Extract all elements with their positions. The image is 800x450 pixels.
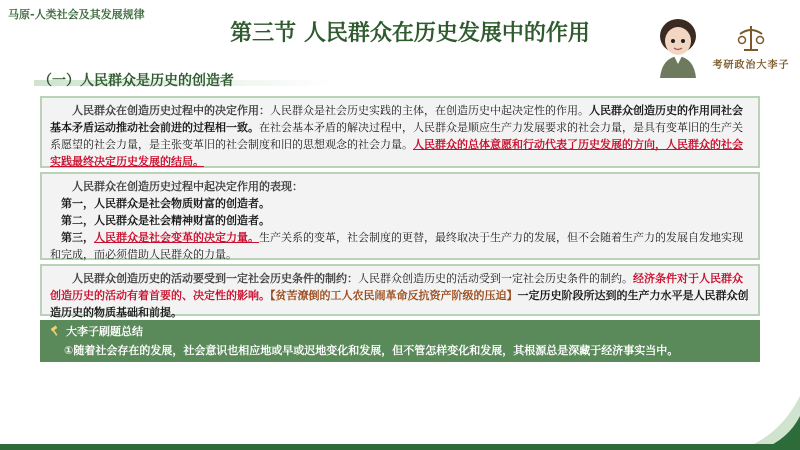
- list-item: 第二，人民群众是社会精神财富的创造者。: [61, 214, 270, 227]
- decisive-role-box: [40, 96, 760, 168]
- constraint-paragraph: [50, 270, 750, 321]
- text: 人民群众是社会历史实践的主体，在创造历史中起决定性的作用。: [270, 104, 589, 117]
- summary-header: [50, 323, 750, 339]
- manifestation-heading: [50, 178, 750, 195]
- highlight-text: 经济条件对于人民群众创造历史的活动有着首要的、决定性的影响。: [50, 272, 743, 302]
- highlight-text: 人民群众的总体意愿和行动代表了历史发展的方向，人民群众的社会实践最终决定历史发展的结局。: [50, 138, 743, 168]
- summary-text: ①随着社会存在的发展，社会意识也相应地或早或迟地变化和发展，但不管怎样变化和发展，其根源总是深藏于经济事实当中。: [64, 344, 679, 357]
- box-heading: 人民群众在创造历史过程中的决定作用：: [72, 104, 270, 117]
- manifestation-box: [40, 172, 760, 260]
- hammer-icon: [50, 325, 62, 337]
- avatar: [648, 14, 708, 78]
- highlight-text: 人民群众是社会变革的决定力量。: [94, 231, 259, 244]
- list-item: [50, 229, 750, 263]
- bold-text: 一定历史阶段所达到的生产力水平是人民群众创造历史的物质基础和前提。: [50, 289, 749, 319]
- breadcrumb: 马原-人类社会及其发展规律: [8, 8, 145, 21]
- logo-text: 考研政治大李子: [712, 60, 790, 71]
- text: 生产关系的变革，社会制度的更替，最终取决于生产力的发展，但不会随着生产力的发展自发地实现和完成，而必须借助人民群众的力量。: [50, 231, 743, 261]
- summary-box: [40, 320, 760, 362]
- bold-text: 人民群众创造历史的作用同社会基本矛盾运动推动社会前进的过程相一致。: [50, 104, 743, 134]
- summary-title: 大李子刷题总结: [66, 325, 143, 338]
- example-text: 【贫苦潦倒的工人农民闹革命反抗资产阶级的压迫】: [270, 289, 518, 302]
- bottom-bar: [0, 444, 800, 450]
- decisive-role-paragraph: [50, 102, 750, 170]
- section-heading-text: （一）人民群众是历史的创造者: [38, 73, 234, 89]
- text: 在社会基本矛盾的解决过程中，人民群众是顺应生产力发展要求的社会力量，是具有变革旧的生产关系愿望的社会力量，是主张变革旧的社会制度和旧的思想观念的社会力量。: [50, 121, 743, 151]
- logo-emblem-icon: [734, 24, 768, 54]
- logo: [708, 24, 794, 80]
- box-heading: 人民群众在创造历史过程中起决定作用的表现：: [72, 180, 303, 193]
- constraint-box: [40, 264, 760, 319]
- box-heading: 人民群众创造历史的活动要受到一定社会历史条件的制约：: [72, 272, 358, 285]
- text: 人民群众创造历史的活动受到一定社会历史条件的制约。: [358, 272, 633, 285]
- list-item: 第一，人民群众是社会物质财富的创造者。: [61, 197, 270, 210]
- page-title: 第三节 人民群众在历史发展中的作用: [230, 21, 590, 46]
- item-prefix: 第三，: [61, 231, 94, 244]
- corner-decoration: [740, 396, 800, 450]
- section-heading: [34, 70, 334, 92]
